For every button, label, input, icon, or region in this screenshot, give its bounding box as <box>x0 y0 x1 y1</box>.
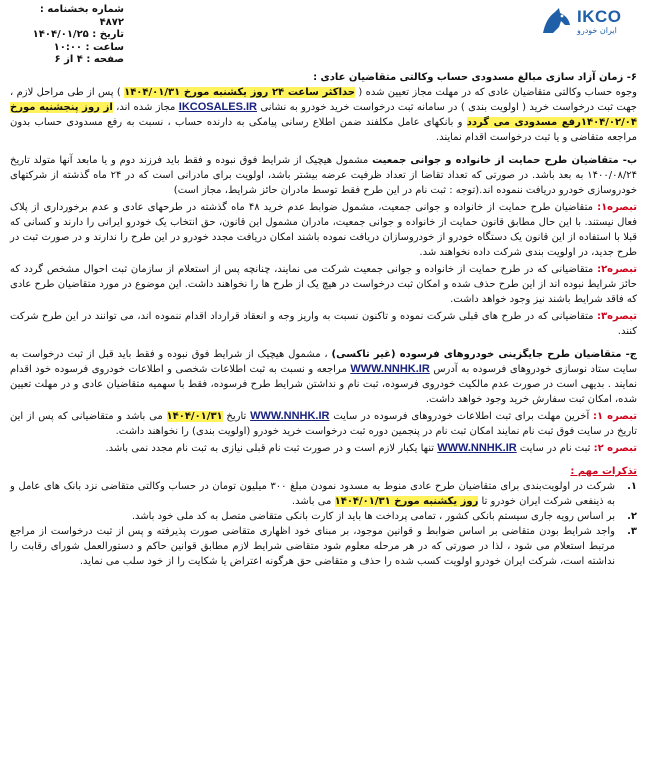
text-run: ثبت نام در سایت <box>519 443 591 454</box>
document-meta <box>14 4 124 67</box>
date-line: تاریخ : ۱۴۰۴/۰۱/۲۵ <box>32 29 124 40</box>
text-run: تنها یکبار لازم است و در صورت ثبت نام قبلی نیازی به ثبت نام مجدد نمی باشد. <box>105 443 435 454</box>
logo-subtitle: ایران خودرو <box>577 25 617 35</box>
page-number: صفحه : ۴ از ۶ <box>54 54 124 65</box>
text-run: و بانکهای عامل مکلفند ضمن اطلاع رسانی پیامکی به دارنده حساب ، نسبت به رفع مسدودی حساب بدون مراجعه متقاضی و یا ثبت درخواست اقدام نمایند. <box>10 117 637 143</box>
list-item <box>10 524 637 569</box>
nnhk-link[interactable]: WWW.NNHK.IR <box>250 410 330 422</box>
note-label: تبصره۳: <box>597 311 637 322</box>
text-run: می باشد. <box>291 496 332 507</box>
note-label: تبصره۲: <box>597 264 637 275</box>
text-run: تاریخ <box>226 411 247 422</box>
section-b-title: ب- متقاضیان طرح حمایت از خانواده و جوانی جمعیت <box>372 155 637 166</box>
section-b <box>10 153 637 339</box>
item-text: واجد شرایط بودن متقاضی بر اساس ضوابط و قوانین موجود، بر مبنای خود اظهاری متقاضی صورت پذیرفته و پس از ثبت درخواست از مراجع مرتبط استعلام می شود ، لذا در صورتی که در هر مرحله معلوم شود متقاضی شرایط لازم مطابق قوانین حاکم و دستورالعمل شورای رقابت را نداشته است، شرکت ایران خودرو اولویت کسب شده را حذف و متقاضی حق هرگونه اعتراض یا شکایت را از خود سلب می نماید. <box>10 526 615 567</box>
section-6-title: ۶- زمان آزاد سازی مبالغ مسدودی حساب وکالتی متقاضیان عادی : <box>313 72 637 83</box>
nnhk-link[interactable]: WWW.NNHK.IR <box>350 363 430 375</box>
highlight-deadline: ۱۴۰۴/۰۱/۳۱ <box>166 411 223 422</box>
text-run: مراجعه و نسبت به ثبت اطلاعات شخصی و اطلاعات خودروی فرسوده خود اقدام نمایند . بدیهی است در صورت عدم مالکیت خودروی فرسوده، ثبت نام و نداشتن شرایط طرح فرسوده، فقط با سهمیه متقاضیان عادی و در مهلت تعیین شده، امکان ثبت سفارش خرید وجود خواهد داشت. <box>10 364 637 405</box>
text-run: متقاضیان طرح حمایت از خانواده و جوانی جمعیت، مشمول ضوابط عدم خرید ۴۸ ماه گذشته در طرحهای عادی و عدم برخورداری از پلاک فعال نیستند. با این حال مطابق قانون حمایت از خانواده و جوانی جمعیت، مادران مشمول این قانون، حق انتخاب یک خودرو ایرانی را دارند و کسانی که قبلا با استفاده از این قانون یک دستگاه خودرو از خودروسازان دریافت نموده باشند امکان دریافت مجدد خودرو در این طرح را ندارند و در صورت ثبت در طرح جدید، در اولویت بندی شرکت داده نخواهند شد. <box>10 202 637 258</box>
important-notes <box>10 464 637 569</box>
text-run: ) پس از طی مراحل لازم ، جهت ثبت درخواست خرید ( اولویت بندی ) در سامانه ثبت درخواست خرید خودرو به نشانی <box>10 87 637 113</box>
note-label: تبصره۱: <box>597 202 637 213</box>
text-run: وجوه حساب وکالتی متقاضیان عادی که در مهلت مجاز تعیین شده ( <box>358 87 637 98</box>
note-label: تبصره ۱: <box>593 411 637 422</box>
text-run: متقاضیانی که در طرح های قبلی شرکت نموده و تاکنون نسبت به واریز وجه و انعقاد قرارداد اقدام ننموده اند، می توانند در این طرح شرکت کنند. <box>10 311 637 337</box>
ikco-logo <box>539 4 639 38</box>
section-b-note-1 <box>10 200 637 260</box>
highlight-release-date: از روز پنجشنبه مورخ ۱۴۰۴/۰۲/۰۴رفع مسدودی می گردد <box>10 102 637 128</box>
text-run: می باشد و متقاضیانی که پس از این تاریخ در سایت فوق ثبت نام نمایند امکان ثبت نام در پنجمین دوره ثبت درخواست خرید خودرو (اولویت بندی) را نخواهند داشت. <box>10 411 637 437</box>
logo-wordmark: IKCO <box>577 6 622 26</box>
highlight-deadline: روز یکشنبه مورخ ۱۴۰۴/۰۱/۳۱ <box>334 496 479 507</box>
item-number: ۳. <box>627 526 637 537</box>
list-item <box>10 509 637 524</box>
item-number: ۱. <box>627 481 637 492</box>
section-b-paragraph <box>10 153 637 198</box>
item-text: بر اساس رویه جاری سیستم بانکی کشور ، تمامی پرداخت ها باید از کارت بانکی متقاضی متصل به کد ملی خود باشد. <box>131 511 615 522</box>
section-6-paragraph <box>10 85 637 145</box>
section-6 <box>10 70 637 145</box>
text-run: شرکت در اولویت‌بندی برای متقاضیان طرح عادی منوط به مسدود نمودن مبلغ ۳۰۰ میلیون تومان در حساب وکالتی متقاضی نزد بانک های عامل و به ذینفعی شرکت ایران خودرو تا <box>10 481 615 507</box>
section-j-note-2 <box>10 441 637 456</box>
text-run: متقاضیانی که در طرح حمایت از خانواده و جوانی جمعیت شرکت می نمایند، چنانچه پس از استعلام از سازمان ثبت احوال مشخص گردد که حائز شرایط نبوده اند از این طرح حذف شده و امکان ثبت درخواست در هیچ یک از طرح ها را نخواهند داشت. این موضوع در مورد متقاضیان طرح عادی که فاقد شرایط باشند نیز وجود خواهد داشت. <box>10 264 637 305</box>
time-line: ساعت : ۱۰:۰۰ <box>53 41 124 53</box>
section-j-title: ج- متقاضیان طرح جایگزینی خودروهای فرسوده (غیر تاکسی) <box>331 349 638 360</box>
text-run: آخرین مهلت برای ثبت اطلاعات خودروهای فرسوده در سایت <box>333 411 590 422</box>
circular-number: شماره بخشنامه : ۴۸۷۲ <box>39 4 124 28</box>
item-number: ۲. <box>627 511 637 522</box>
text-run: مجاز شده اند، <box>116 102 176 113</box>
section-j-paragraph <box>10 347 637 407</box>
section-b-note-3 <box>10 309 637 339</box>
section-j-note-1 <box>10 409 637 439</box>
important-notes-list <box>10 479 637 569</box>
ikcosales-link[interactable]: IKCOSALES.IR <box>178 101 257 113</box>
nnhk-link[interactable]: WWW.NNHK.IR <box>437 442 517 454</box>
item-text <box>10 479 615 509</box>
note-label: تبصره ۲: <box>593 443 637 454</box>
text-run: ، مشمول هیچیک از شرایط فوق نبوده و فقط باید قبل از ثبت درخواست به سایت ستاد نوسازی خودروهای فرسوده به آدرس <box>10 349 637 375</box>
list-item <box>10 479 637 509</box>
document-body <box>10 70 637 577</box>
horse-head-icon <box>539 6 573 36</box>
important-notes-title: تذکرات مهم : <box>570 466 637 477</box>
section-j <box>10 347 637 456</box>
section-b-note-2 <box>10 262 637 307</box>
text-run: مشمول هیچیک از شرایط فوق نبوده و فقط باید فرزند دوم و یا مابعد آنها متولد تاریخ ۱۴۰۰/۰۸/۲۴ به بعد باشد. در صورتی که تعداد تقاضا از تعداد ظرفیت عرضه بیشتر باشد، اولویت برای مادرانی است که در ۲۴ ماه گذشته از شرکتهای خودروسازی خودرو دریافت ننموده اند.(توجه : ثبت نام در این طرح فقط توسط مادران حائز شرایط، مجاز است) <box>10 155 637 196</box>
highlight-deadline: حداکثر ساعت ۲۴ روز یکشنبه مورخ ۱۴۰۴/۰۱/۳۱ <box>124 87 355 98</box>
